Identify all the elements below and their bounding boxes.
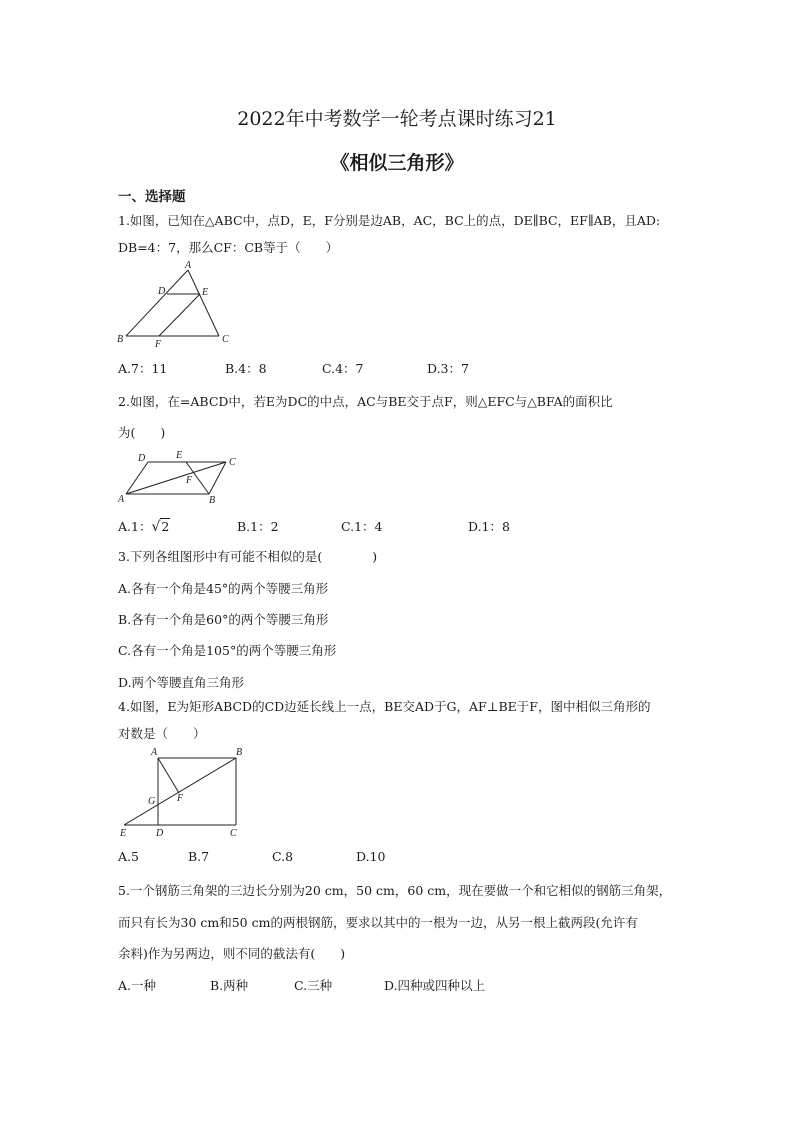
q1-label-c: C <box>222 334 229 345</box>
q1-option-d: D.3：7 <box>427 361 469 376</box>
section-heading: 一、选择题 <box>118 189 186 205</box>
q4-segment-be <box>124 758 236 825</box>
q2-option-c: C.1：4 <box>341 519 383 534</box>
q5-option-b: B.两种 <box>210 978 249 993</box>
q2-option-b: B.1：2 <box>237 519 279 534</box>
document-title: 2022年中考数学一轮考点课时练习21 <box>237 108 557 130</box>
q4-stem-line1: 4.如图，E为矩形ABCD的CD边延长线上一点，BE交AD于G，AF⊥BE于F，图中相似三角形的 <box>118 699 651 714</box>
q1-figure <box>112 258 242 350</box>
q5-option-c: C.三种 <box>294 978 333 993</box>
q1-label-a: A <box>185 260 192 271</box>
q1-label-d: D <box>158 286 166 297</box>
q1-stem-line1: 1.如图，已知在△ABC中，点D，E，F分别是边AB，AC，BC上的点，DE∥BC，EF∥AB，且AD: <box>118 213 661 228</box>
q2-option-a-radicand: 2 <box>161 519 170 534</box>
q3-option-c: C.各有一个角是105°的两个等腰三角形 <box>118 643 337 658</box>
q2-side-ad <box>126 462 148 494</box>
q4-label-c: C <box>230 828 237 839</box>
q2-label-f: F <box>186 475 193 486</box>
q5-stem-line3: 余料)作为另两边，则不同的截法有( ) <box>118 946 346 961</box>
q2-label-b: B <box>209 495 216 506</box>
q4-segment-af <box>158 758 179 793</box>
q1-option-c: C.4：7 <box>322 361 364 376</box>
sqrt-symbol-icon: √ <box>151 519 161 535</box>
q2-label-d: D <box>138 453 146 464</box>
q2-figure <box>114 446 244 506</box>
q3-option-b: B.各有一个角是60°的两个等腰三角形 <box>118 612 329 627</box>
q4-label-a: A <box>151 747 158 758</box>
q4-label-d: D <box>156 828 164 839</box>
q2-option-d: D.1：8 <box>468 519 510 534</box>
q1-side-ab <box>126 270 188 336</box>
document-subtitle: 《相似三角形》 <box>330 152 464 174</box>
q2-option-a-sqrt <box>151 519 170 535</box>
q1-option-b: B.4：8 <box>225 361 267 376</box>
q2-label-c: C <box>229 457 236 468</box>
q2-stem-line2: 为( ) <box>118 425 166 440</box>
q2-option-a-prefix: A.1： <box>118 519 152 534</box>
q2-stem-line1: 2.如图，在=ABCD中，若E为DC的中点，AC与BE交于点F，则△EFC与△BFA的面积比 <box>118 394 613 409</box>
q5-option-a: A.一种 <box>118 978 157 993</box>
q2-label-e: E <box>176 450 183 461</box>
q4-label-f: F <box>177 793 184 804</box>
q4-label-g: G <box>148 796 156 807</box>
q2-option-a <box>118 517 170 535</box>
q3-stem: 3.下列各组图形中有可能不相似的是( ) <box>118 549 378 564</box>
q4-option-a: A.5 <box>118 849 139 864</box>
q1-label-b: B <box>117 334 124 345</box>
q1-segment-ef <box>159 294 200 336</box>
q4-option-c: C.8 <box>272 849 294 864</box>
q4-label-e: E <box>120 828 127 839</box>
q4-figure <box>114 744 254 840</box>
q5-stem-line1: 5.一个钢筋三角架的三边长分别为20 cm，50 cm，60 cm，现在要做一个和它相似的钢筋三角架， <box>118 883 672 898</box>
q1-label-e: E <box>202 287 209 298</box>
q4-label-b: B <box>236 747 243 758</box>
q5-option-d: D.四种或四种以上 <box>384 978 486 993</box>
q4-stem-line2: 对数是（ ） <box>118 726 206 741</box>
q4-option-d: D.10 <box>356 849 386 864</box>
q3-option-d: D.两个等腰直角三角形 <box>118 675 245 690</box>
q1-stem-line2: DB=4：7，那么CF：CB等于（ ） <box>118 240 339 255</box>
q3-option-a: A.各有一个角是45°的两个等腰三角形 <box>118 581 329 596</box>
q1-label-f: F <box>155 339 162 350</box>
q2-label-a: A <box>118 494 125 505</box>
q5-stem-line2: 而只有长为30 cm和50 cm的两根钢筋，要求以其中的一根为一边，从另一根上截两段(允许有 <box>118 915 638 930</box>
q1-option-a: A.7：11 <box>118 361 168 376</box>
q4-option-b: B.7 <box>188 849 210 864</box>
q1-side-ac <box>188 270 219 336</box>
